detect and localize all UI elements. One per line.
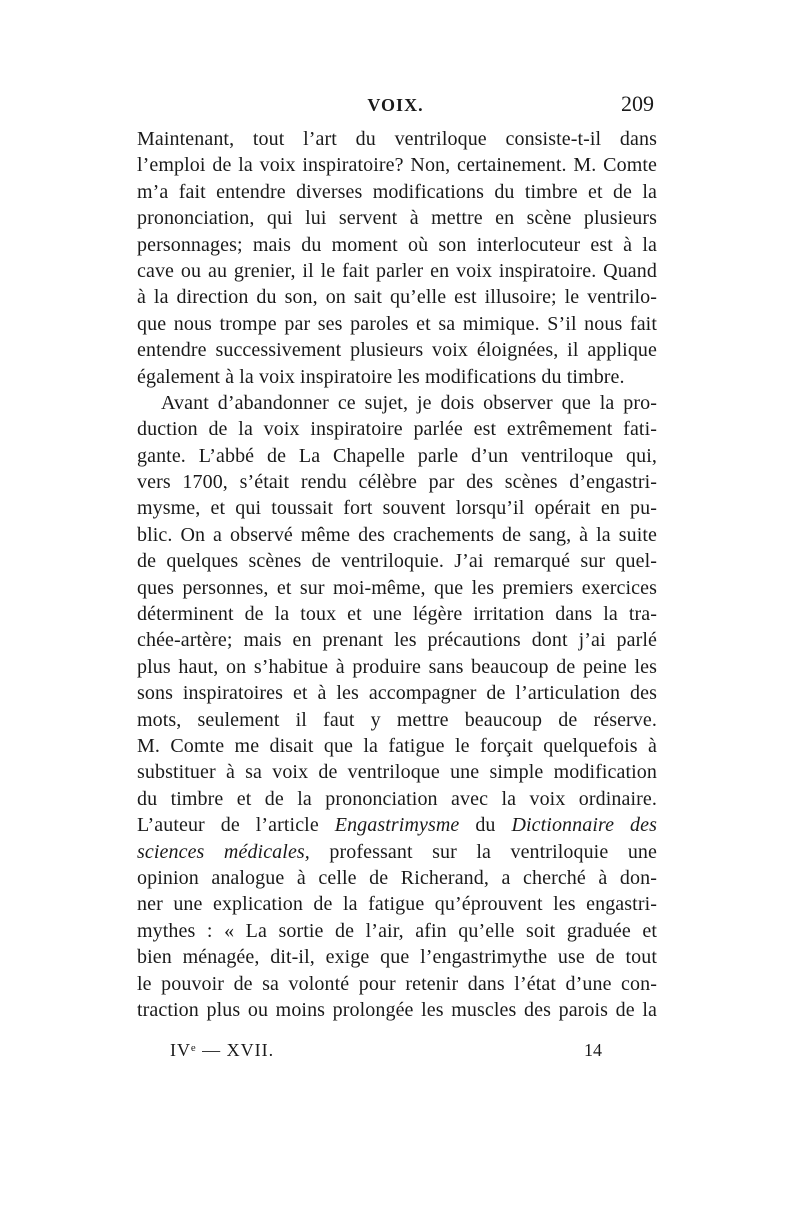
text-line: du timbre et de la prononciation avec la voix ordinaire. [137,787,657,810]
text-line: mysme, et qui toussait fort souvent lorsqu’il opérait en pu- [137,497,657,520]
text-line: vers 1700, s’était rendu célèbre par des scènes d’engastri- [137,471,657,494]
text-line: mythes : « La sortie de l’air, afin qu’elle soit graduée et [137,919,657,942]
text-line: déterminent de la toux et une légère irritation dans la tra- [137,603,657,626]
italic-title: Engastrimysme [334,814,460,837]
text-line: substituer à sa voix de ventriloque une simple modification [137,761,657,784]
sheet-number: 14 [584,1040,602,1060]
text-line: le pouvoir de sa volonté pour retenir dans l’état d’une con- [137,972,657,995]
text-line: entendre successivement plusieurs voix éloignées, il applique [137,339,657,362]
text-line: duction de la voix inspiratoire parlée est extrêmement fati- [137,418,657,441]
text-line: personnages; mais du moment où son interlocuteur est à la [137,233,657,256]
text-line: plus haut, on s’habitue à produire sans beaucoup de peine les [137,655,657,678]
text-line: blic. On a observé même des crachements de sang, à la suite [137,523,657,546]
text-line: M. Comte me disait que la fatigue le forçait quelquefois à [137,734,657,757]
text-line: gante. L’abbé de La Chapelle parle d’un ventriloque qui, [137,444,657,467]
text-line: traction plus ou moins prolongée les muscles des parois de la [137,998,657,1021]
text-line: à la direction du son, on sait qu’elle est illusoire; le ventrilo- [137,286,657,309]
text-segment: du [459,814,512,837]
italic-title: Dictionnaire des [511,814,658,837]
text-line: sons inspiratoires et à les accompagner de l’articulation des [137,682,657,705]
text-segment: L’auteur de l’article [137,814,319,837]
text-line: cave ou au grenier, il le fait parler en voix inspiratoire. Quand [137,259,657,282]
text-line: prononciation, qui lui servent à mettre en scène plusieurs [137,207,657,230]
page-number: 209 [621,91,654,116]
text-line: également à la voix inspiratoire les modifications du timbre. [137,365,625,388]
text-line: mots, seulement il faut y mettre beaucoup de réserve. [137,708,657,731]
running-title: VOIX. [367,95,424,115]
text-line: Avant d’abandonner ce sujet, je dois observer que la pro- [161,391,657,414]
text-line: ner une explication de la fatigue qu’éprouvent les engastri- [137,893,657,916]
text-line-with-italics [137,812,657,838]
text-line: ques personnes, et sur moi-même, que les premiers exercices [137,576,657,599]
running-head [137,93,654,123]
page-footer [150,1040,602,1064]
text-line: que nous trompe par ses paroles et sa mimique. S’il nous fait [137,312,657,335]
body-text [137,126,657,1023]
text-line: de quelques scènes de ventriloquie. J’ai remarqué sur quel- [137,550,657,573]
text-line: bien ménagée, dit-il, exige que l’engastrimythe use de tout [137,946,657,969]
text-line: opinion analogue à celle de Richerand, a cherché à don- [137,866,657,889]
signature-mark: IVᵉ — XVII. [170,1040,275,1060]
italic-title: sciences médicales, [137,840,310,863]
text-line: m’a fait entendre diverses modifications du timbre et de la [137,180,657,203]
text-line: l’emploi de la voix inspiratoire? Non, certainement. M. Comte [137,154,657,177]
text-line: Maintenant, tout l’art du ventriloque consiste-t-il dans [137,128,657,150]
text-line: chée-artère; mais en prenant les précautions dont j’ai parlé [137,629,657,652]
text-segment: professant sur la ventriloquie une [309,840,657,863]
text-line-with-italics [137,839,657,865]
